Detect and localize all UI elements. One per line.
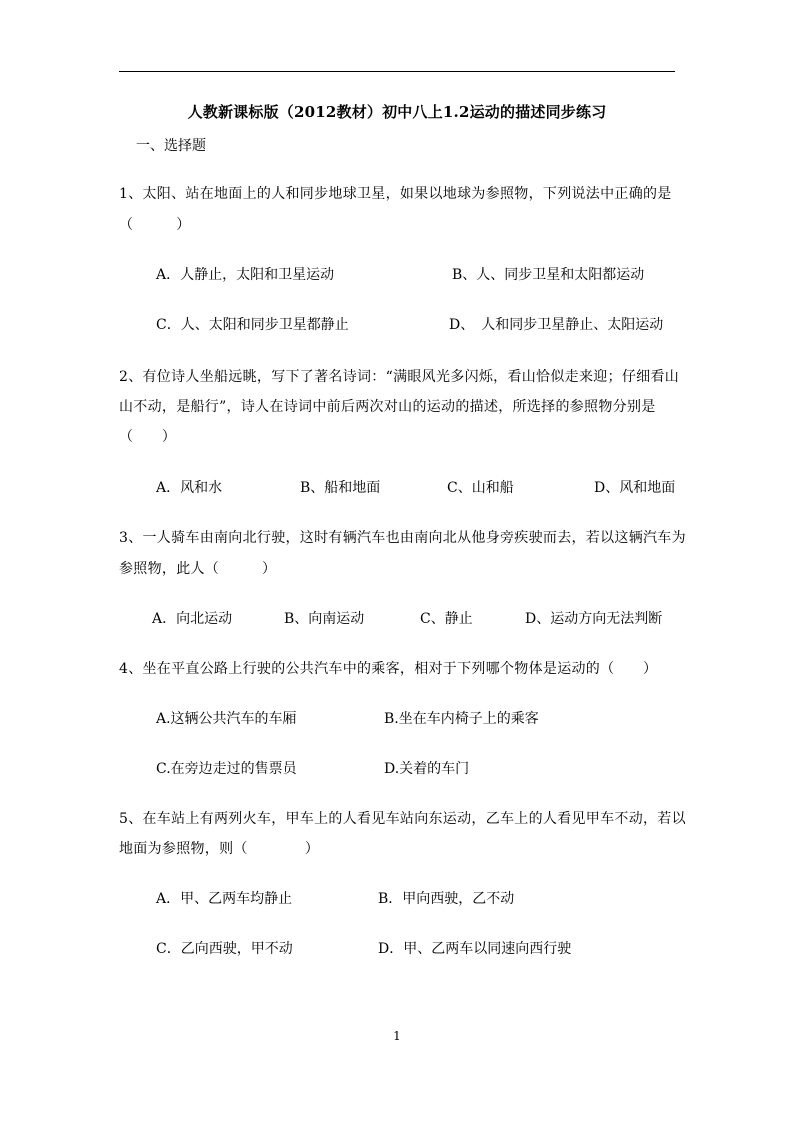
question-1-line-2: （ ）	[119, 217, 191, 233]
section-label: 一、选择题	[136, 138, 206, 154]
question-5-option-a: A．甲、乙两车均静止	[156, 891, 293, 907]
question-1-option-b: B、人、同步卫星和太阳都运动	[452, 267, 645, 283]
question-5-line-2: 地面为参照物，则（ ）	[119, 841, 320, 857]
question-5-option-c: C．乙向西驶，甲不动	[156, 941, 293, 957]
question-2-option-b: B、船和地面	[300, 480, 381, 496]
question-3-option-c: C、静止	[420, 611, 473, 627]
question-4-option-c: C.在旁边走过的售票员	[156, 761, 297, 777]
question-5-option-b: B．甲向西驶，乙不动	[378, 891, 515, 907]
question-2-line-2: 山不动，是船行”，诗人在诗词中前后两次对山的运动的描述，所选择的参照物分别是	[119, 399, 656, 415]
question-1-line-1: 1、太阳、站在地面上的人和同步地球卫星，如果以地球为参照物，下列说法中正确的是	[119, 186, 672, 202]
question-2-option-d: D、风和地面	[594, 480, 676, 496]
page-number: 1	[393, 1029, 401, 1043]
question-4-option-a: A.这辆公共汽车的车厢	[156, 711, 297, 727]
question-5-line-1: 5、在车站上有两列火车，甲车上的人看见车站向东运动，乙车上的人看见甲车不动，若以	[119, 811, 686, 827]
header-rule	[119, 71, 675, 72]
question-1-option-a: A．人静止，太阳和卫星运动	[156, 267, 335, 283]
question-2-option-c: C、山和船	[447, 480, 514, 496]
question-2-option-a: A．风和水	[156, 480, 223, 496]
question-1-option-c: C．人、太阳和同步卫星都静止	[156, 317, 349, 333]
question-4-option-b: B.坐在车内椅子上的乘客	[384, 711, 539, 727]
question-4-option-d: D.关着的车门	[384, 761, 470, 777]
question-2-line-1: 2、有位诗人坐船远眺，写下了著名诗词：“满眼风光多闪烁，看山恰似走来迎；仔细看山	[119, 369, 680, 385]
question-3-line-1: 3、一人骑车由南向北行驶，这时有辆汽车也由南向北从他身旁疾驶而去，若以这辆汽车为	[119, 530, 686, 546]
document-title: 人教新课标版（2012教材）初中八上1.2运动的描述同步练习	[187, 103, 607, 121]
question-3-option-b: B、向南运动	[284, 611, 365, 627]
question-1-option-d: D、 人和同步卫星静止、太阳运动	[449, 317, 664, 333]
question-3-line-2: 参照物，此人（ ）	[119, 561, 277, 577]
question-5-option-d: D．甲、乙两车以同速向西行驶	[378, 941, 572, 957]
question-2-line-3: （ ）	[119, 429, 177, 445]
question-3-option-a: A．向北运动	[152, 611, 233, 627]
question-4-line-1: 4、坐在平直公路上行驶的公共汽车中的乘客，相对于下列哪个物体是运动的（ ）	[119, 661, 658, 677]
question-3-option-d: D、运动方向无法判断	[525, 611, 663, 627]
